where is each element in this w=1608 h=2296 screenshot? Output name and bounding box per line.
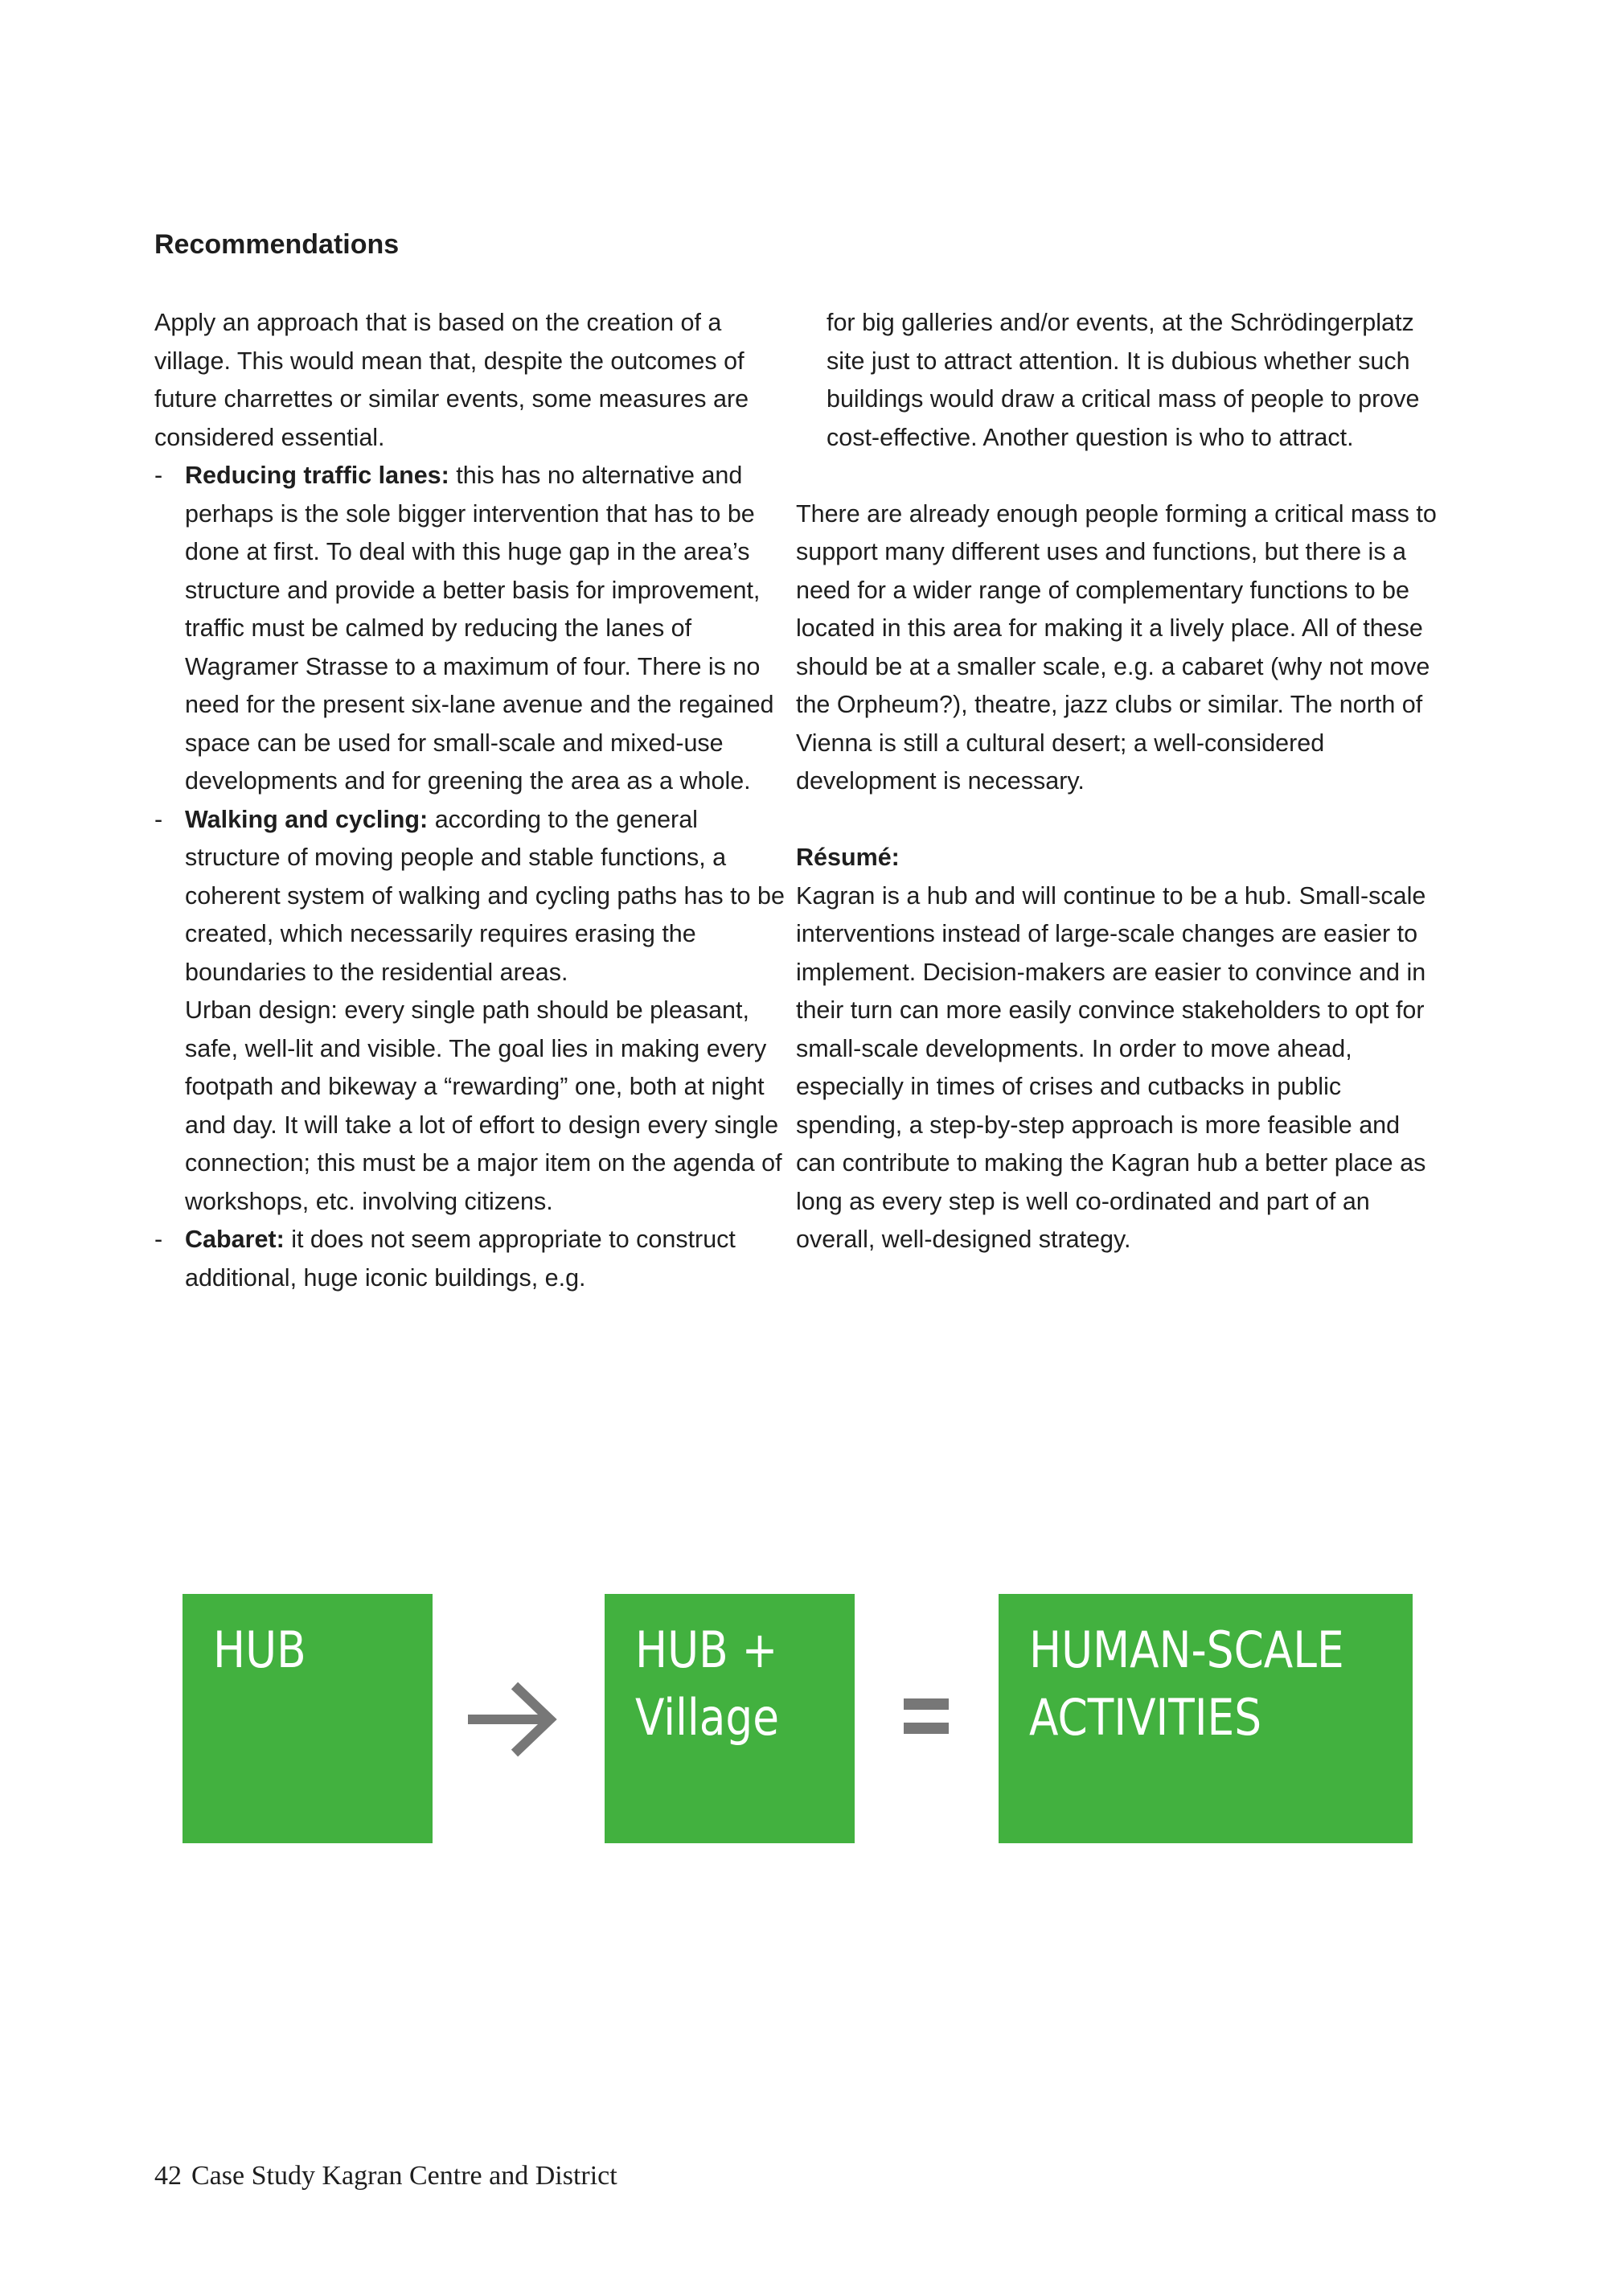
item-title: Walking and cycling:: [185, 805, 429, 833]
continuation-paragraph: for big galleries and/or events, at the Schrödingerplatz site just to attract attention. It is dubious whether such buildings would draw a critical mass of people to prove cost-effective. Another question is who to attract.: [827, 309, 1420, 451]
item-title: Cabaret:: [185, 1226, 285, 1253]
list-item: [154, 801, 798, 1222]
right-column: [796, 304, 1439, 1259]
item-text: according to the general structure of moving people and stable functions, a coherent system of walking and cycling paths has to be created, which necessarily requires erasing the boundaries to the residential areas.: [185, 805, 785, 986]
item-extra-text: Urban design: every single path should be pleasant, safe, well-lit and visible. The goal lies in making every footpath and bikeway a “rewarding” one, both at night and day. It will take a lot of effort to design every single connection; this must be a major item on the agenda of workshops, etc. involving citizens.: [185, 996, 782, 1215]
list-item: [154, 457, 798, 801]
resume-title: Résumé:: [796, 844, 900, 871]
item-text: this has no alternative and perhaps is the sole bigger intervention that has to be done at first. To deal with this huge gap in the area’s structure and provide a better basis for improvement, traffic must be calmed by reducing the lanes of Wagramer Strasse to a maximum of four. There is no need for the present six-lane avenue and the regained space can be used for small-scale and mixed-use developments and for greening the area as a whole.: [185, 462, 774, 795]
footer-title: Case Study Kagran Centre and District: [191, 2161, 617, 2191]
paragraph-gap: [796, 801, 1439, 840]
equals-bar: [904, 1698, 949, 1710]
body-paragraph: There are already enough people forming a critical mass to support many different uses and functions, but there is a need for a wider range of complementary functions to be located in this area for making it a lively place. All of these should be at a smaller scale, e.g. a cabaret (why not move the Orpheum?), theatre, jazz clubs or similar. The north of Vienna is still a cultural desert; a well-considered development is necessary.: [796, 499, 1437, 795]
resume-paragraph: Kagran is a hub and will continue to be a hub. Small-scale interventions instead of large-scale changes are easier to implement. Decision-makers are easier to convince and in their turn can more easily convince stakeholders to opt for small-scale developments. In order to move ahead, especially in times of crises and cutbacks in public spending, a step-by-step approach is more feasible and can contribute to making the Kagran hub a better place as long as every step is well co-ordinated and part of an overall, well-designed strategy.: [796, 881, 1426, 1253]
equals-bar: [904, 1723, 949, 1734]
box-label-line1: HUB +: [635, 1620, 778, 1679]
bullet-dash: -: [154, 805, 163, 833]
hub-box: [183, 1594, 433, 1843]
bullet-dash: -: [154, 462, 163, 489]
equals-icon: [904, 1698, 949, 1735]
recommendation-list: [154, 457, 798, 1297]
box-label-line2: ACTIVITIES: [1029, 1688, 1262, 1747]
paragraph-gap: [796, 457, 1439, 495]
box-label-line2: Village: [635, 1688, 780, 1747]
bullet-dash: -: [154, 1226, 163, 1253]
section-heading: Recommendations: [154, 229, 400, 260]
human-scale-box: [999, 1594, 1413, 1843]
page-footer: [154, 2158, 617, 2194]
hub-village-box: [605, 1594, 855, 1843]
left-column: [154, 304, 798, 1297]
item-title: Reducing traffic lanes:: [185, 462, 449, 489]
list-item: [154, 1221, 798, 1297]
box-label: HUB: [213, 1620, 306, 1679]
box-label-line1: HUMAN-SCALE: [1029, 1620, 1344, 1679]
intro-paragraph: Apply an approach that is based on the creation of a village. This would mean that, despite the outcomes of future charrettes or similar events, some measures are considered essential.: [154, 309, 749, 451]
page-number: 42: [154, 2161, 182, 2191]
item-text: it does not seem appropriate to construct additional, huge iconic buildings, e.g.: [185, 1226, 736, 1292]
arrow-right-icon: [468, 1681, 558, 1758]
